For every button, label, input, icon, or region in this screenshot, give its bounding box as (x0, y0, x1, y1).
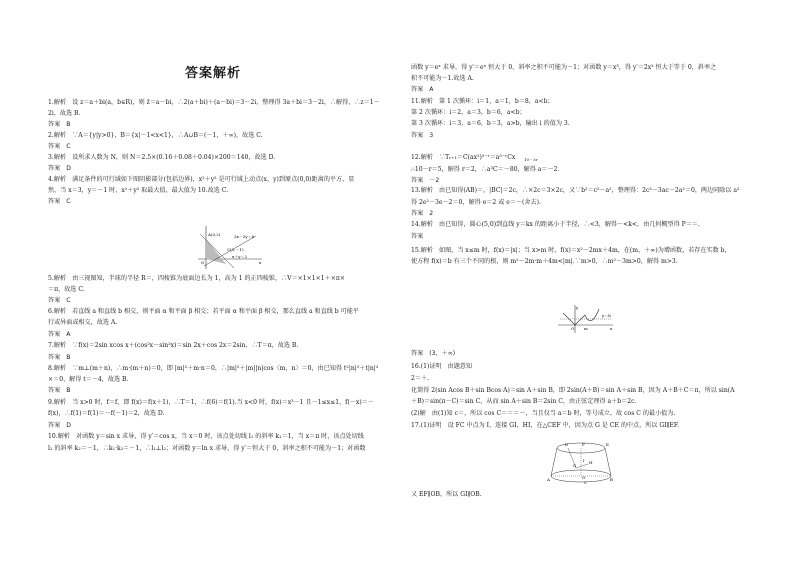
q12-exponent: 10－3r (524, 157, 538, 162)
left-text-line: 7.解析 ∵f(x)＝2sin xcos x＋(cos²x－sin²x)＝sin 2x＋cos 2x＝2sin，∴T＝π，故选 B. (48, 342, 299, 349)
function-graph-figure (555, 303, 615, 335)
right-text-line: 答案 2 (411, 210, 434, 217)
right-text-line: 答案 3 (411, 132, 434, 139)
fig17-label-f: F (582, 442, 585, 447)
fig17-label-i: I (583, 458, 585, 463)
fig15-label-x: x (610, 326, 613, 331)
left-text-line: 然，当 x＝3，y＝－1 时，x²＋y² 取最大值，最大值为 10.故选 C. (48, 187, 229, 194)
fig17-label-g: G (573, 463, 577, 468)
left-text-line: l₂ 的斜率 k₂＝－1，∴k₁·k₂＝－1，∴l₁⊥l₂；对函数 y＝ln x 求导，得 y′＝恒大于 0，斜率之积不可能为－1；对函数 (48, 445, 366, 452)
left-text-line: ＝π，故选 C. (48, 286, 85, 293)
right-text-line: 使方程 f(x)＝b 有三个不同的根，则 m²－2m·m＋4m<|m|.∵m>0，∴m²－3m>0，解得 m>3. (411, 258, 678, 265)
fig15-label-y: y (576, 305, 579, 310)
fig17-label-a: A (547, 477, 550, 482)
left-text-line: 4.解析 满足条件的可行域如下图阴影部分(包括边界)，x²＋y² 是可行域上动点(x，y)到原点(0,0)距离的平方，显 (48, 176, 355, 183)
left-text-line: 答案 B (48, 121, 71, 128)
right-text-line: ∴10－r＝5，解得 r＝2，∴a³C＝－80，解得 a＝－2. (411, 166, 560, 173)
left-text-line: ×＝0，解得 t＝－4，故选 B. (48, 376, 129, 383)
right-text-line: 答案 A (411, 86, 434, 93)
left-text-line: 6.解析 若直线 a 和直线 b 相交，则平面 α 和平面 β 相交；若平面 α 和平面 β 相交，那么直线 a 和直线 b 可能平 (48, 308, 359, 315)
right-text-line: 函数 y＝eˣ 求导，得 y′＝eˣ 恒大于 0，斜率之积不可能为－1；对函数 y＝x³，得 y′＝2x² 恒大于等于 0，斜率之 (411, 64, 717, 71)
left-text-line: 答案 C (48, 297, 71, 304)
fig15-label-m: m (584, 326, 588, 331)
fig4-label-x: x (259, 260, 262, 265)
right-text-line: 答案 －2 (411, 177, 440, 184)
right-text-line: 得 2e²－3e－2＝0，解得 e＝2 或 e＝－(舍去). (411, 199, 541, 206)
right-text-line: 17.(1)证明 设 FC 中点为 I，连接 GI，HI，在△CEF 中，因为点 G 是 CE 的中点，所以 GI∥EF. (411, 422, 680, 429)
fig4-label-origin: O (201, 260, 205, 265)
left-text-line: 10.解析 对函数 y＝sin x 求导，得 y′＝cos x，当 x＝0 时，该点处切线 l₁ 的斜率 k₁＝1，当 x＝π 时，该点处切线 (48, 433, 364, 440)
left-text-line: 9.解析 当 x>0 时，f＝f，即 f(x)＝f(x＋1)，∴T＝1，∴f(6)＝f(1).当 x<0 时，f(x)＝x³－1 且－1≤x≤1，f(－x)＝－ (48, 399, 374, 406)
fig17-label-h: H (589, 460, 593, 465)
left-text-line: 答案 C (48, 143, 71, 150)
right-text-line: 化简得 2(sin Acos B＋sin Bcos A)＝sin A＋sin B，即 2sin(A＋B)＝sin A＋sin B，因为 A＋B＋C＝π，所以 sin(A (411, 387, 735, 394)
left-text-line: 8.解析 ∵m⊥(m＋n)，∴m·(m＋n)＝0，即 |m|²＋m·n＝0，∴|m|²＋|m||n|cos〈m，n〉＝0，由已知得 t²|n|²＋t|n|² (48, 365, 379, 372)
fig17-label-d: D (565, 442, 569, 447)
right-text-line: 11.解析 第 1 次循环：i＝1，a＝1，b＝8，a<b； (411, 98, 554, 105)
page-title: 答案解析 (185, 66, 242, 81)
left-text-line: 答案 B (48, 387, 71, 394)
solid-geometry-figure (546, 440, 616, 485)
right-text-line: 2＝＋. (411, 375, 430, 382)
left-text-line: 答案 A (48, 331, 71, 338)
left-text-line: 答案 B (48, 354, 71, 361)
fig4-label-a: A(0,2) (208, 232, 221, 237)
left-text-line: f(x)，∴f(1)＝f(1)＝－f(－1)＝2，故选 D. (48, 410, 165, 417)
fig17-label-c: C (584, 480, 588, 485)
fig17-label-o: O (582, 475, 586, 480)
fig4-label-c: C(3,－1) (227, 247, 244, 252)
left-text-line: 3.解析 设所求人数为 N，则 N＝2.5×(0.16＋0.08＋0.04)×200＝140，故选 D. (48, 154, 276, 161)
left-text-line: 5.解析 由三视图知，半球的半径 R＝，四棱锥为底面边长为 1，高为 1 的正四棱锥，∴V＝×1×1×1＋×π× (48, 275, 345, 282)
feasible-region-figure (196, 224, 266, 274)
right-text-line: 13.解析 由已知得(AB)＝，|BC|＝2c，∴×2c＝3×2c，又∵b²＝c²－a²，整理得：2c²－3ac－2a²＝0，两边同除以 a² (411, 187, 740, 194)
fig15-label-yb: y＝b (602, 313, 611, 318)
right-text-line: 积不可能为－1.故选 A. (411, 75, 474, 82)
fig15-label-origin: O (571, 326, 575, 331)
left-text-line: 1.解析 设 z＝a＋bi(a，b∈R)，则 z̄＝a－bi，∴2(a＋bi)＋(a－bi)＝3－2i，整理得 3a＋bi＝3－2i，∴解得，∴z＝1－ (48, 99, 380, 106)
right-text-line: 12.解析 ∵Tᵣ₊₁＝C(ax²)⁵⁻ʳ＝a⁵⁻ʳCx (411, 154, 516, 161)
right-text-line: 16.(1)证明 由题意知 (411, 363, 472, 370)
fig17-label-b: B (610, 477, 613, 482)
left-text-line: 答案 D (48, 422, 71, 429)
left-text-line: 答案 C (48, 198, 71, 205)
right-text-line: (2)解 由(1)知 c＝，所以 cos C＝＝＝－，当且仅当 a＝b 时，等号成立，故 cos C 的最小值为. (411, 410, 676, 417)
right-text-line: ＋B)＝sin(π－C)＝sin C，从而 sin A＋sin B＝2sin C，由正弦定理得 a＋b＝2c. (411, 398, 637, 405)
right-text-line: 14.解析 由已知得，圆心(5,0)到直线 y＝kx 的距离小于半径，∴<3，解得－<k<，由几何概型得 P＝＝. (411, 221, 700, 228)
fig17-label-e: E (606, 442, 609, 447)
right-text-line: 第 3 次循环：i＝3，a＝6，b＝3，a>b，输出 i 的值为 3. (411, 120, 570, 127)
fig4-label-line1: 2x－3y＝6 (234, 234, 255, 239)
left-text-line: 2i，故选 B. (48, 110, 81, 117)
left-text-line: 行或异面或相交，故选 A. (48, 319, 118, 326)
right-text-line: 答案 (3，＋∞) (411, 350, 456, 357)
right-text-line: 15.解析 如图，当 x≤m 时，f(x)＝|x|；当 x>m 时，f(x)＝x²－2mx＋4m，在(m，＋∞)为增函数，若存在实数 b， (411, 247, 731, 254)
right-text-line: 又 EF∥OB，所以 GI∥OB. (411, 491, 482, 498)
right-text-line: 答案 (411, 233, 424, 240)
left-text-line: 答案 D (48, 165, 71, 172)
fig4-label-line2: x＋y＝2 (232, 254, 248, 259)
left-text-line: 2.解析 ∵A＝{y|y>0}，B＝{x|－1<x<1}，∴A∪B＝(－1，＋∞)，故选 C. (48, 132, 263, 139)
right-text-line: 第 2 次循环：i＝2，a＝3，b＝6，a<b； (411, 109, 526, 116)
